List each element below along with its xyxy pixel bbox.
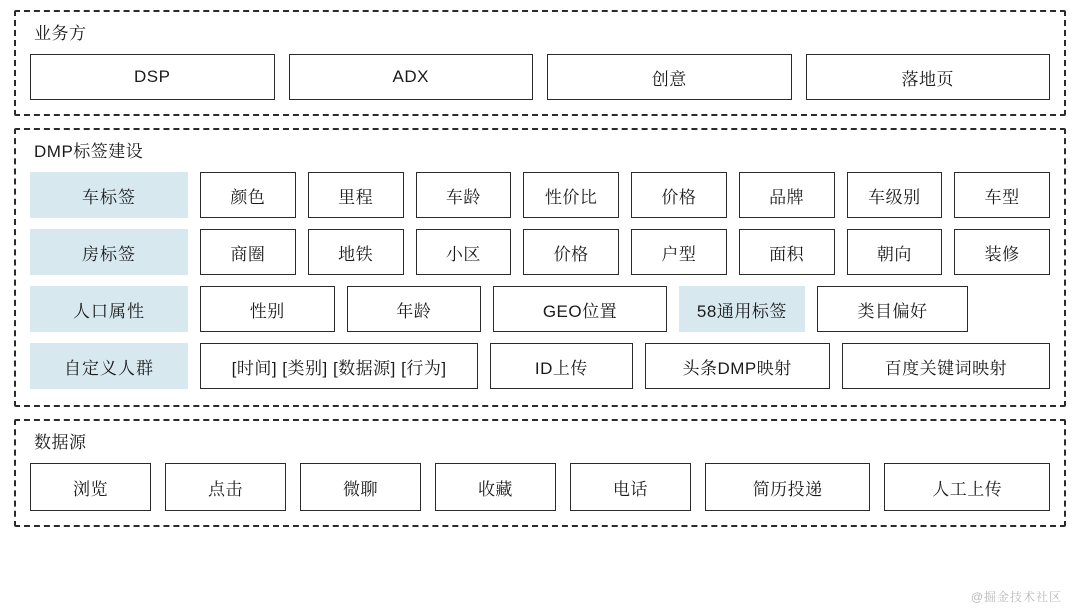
datasource-item-chat[interactable]: 微聊 [300, 463, 421, 511]
dmp-demo-geo-location[interactable]: GEO位置 [493, 286, 667, 332]
dmp-row-house [30, 229, 1050, 275]
datasource-item-manual-upload[interactable]: 人工上传 [884, 463, 1050, 511]
dmp-category-custom-audience[interactable]: 自定义人群 [30, 343, 188, 389]
dmp-demo-category-preference[interactable]: 类目偏好 [817, 286, 968, 332]
business-item-dsp[interactable]: DSP [30, 54, 275, 100]
dmp-car-model[interactable]: 车型 [954, 172, 1050, 218]
business-item-creative[interactable]: 创意 [547, 54, 792, 100]
section-business-title: 业务方 [34, 24, 87, 43]
dmp-house-layout[interactable]: 户型 [631, 229, 727, 275]
dmp-row-custom-audience [30, 343, 1050, 389]
dmp-house-orientation[interactable]: 朝向 [847, 229, 943, 275]
dmp-house-area[interactable]: 面积 [739, 229, 835, 275]
business-item-landing-page[interactable]: 落地页 [806, 54, 1051, 100]
dmp-car-mileage[interactable]: 里程 [308, 172, 404, 218]
dmp-custom-baidu-keyword-mapping[interactable]: 百度关键词映射 [842, 343, 1050, 389]
dmp-row-demographics [30, 286, 1050, 332]
business-item-adx[interactable]: ADX [289, 54, 534, 100]
datasource-item-phone[interactable]: 电话 [570, 463, 691, 511]
dmp-custom-id-upload[interactable]: ID上传 [490, 343, 632, 389]
business-items-row [30, 54, 1050, 100]
datasource-item-browse[interactable]: 浏览 [30, 463, 151, 511]
dmp-category-house[interactable]: 房标签 [30, 229, 188, 275]
dmp-row-car [30, 172, 1050, 218]
section-datasource-title: 数据源 [34, 433, 87, 452]
section-dmp [14, 128, 1066, 407]
dmp-category-car[interactable]: 车标签 [30, 172, 188, 218]
datasource-item-resume-delivery[interactable]: 简历投递 [705, 463, 871, 511]
dmp-custom-dimensions[interactable]: [时间] [类别] [数据源] [行为] [200, 343, 478, 389]
dmp-car-value-ratio[interactable]: 性价比 [523, 172, 619, 218]
section-datasource [14, 419, 1066, 527]
dmp-demo-age[interactable]: 年龄 [347, 286, 482, 332]
dmp-house-subway[interactable]: 地铁 [308, 229, 404, 275]
dmp-custom-toutiao-mapping[interactable]: 头条DMP映射 [645, 343, 830, 389]
watermark: @掘金技术社区 [970, 590, 1062, 604]
datasource-items-row [30, 463, 1050, 511]
datasource-item-favorite[interactable]: 收藏 [435, 463, 556, 511]
section-business [14, 10, 1066, 116]
dmp-demo-gender[interactable]: 性别 [200, 286, 335, 332]
dmp-house-community[interactable]: 小区 [416, 229, 512, 275]
dmp-house-price[interactable]: 价格 [523, 229, 619, 275]
dmp-car-price[interactable]: 价格 [631, 172, 727, 218]
dmp-car-brand[interactable]: 品牌 [739, 172, 835, 218]
dmp-house-decoration[interactable]: 装修 [954, 229, 1050, 275]
dmp-car-age[interactable]: 车龄 [416, 172, 512, 218]
dmp-demo-general-tags[interactable]: 58通用标签 [679, 286, 805, 332]
dmp-car-class[interactable]: 车级别 [847, 172, 943, 218]
dmp-house-business-district[interactable]: 商圈 [200, 229, 296, 275]
dmp-car-color[interactable]: 颜色 [200, 172, 296, 218]
datasource-item-click[interactable]: 点击 [165, 463, 286, 511]
section-dmp-title: DMP标签建设 [34, 142, 144, 161]
dmp-category-demographics[interactable]: 人口属性 [30, 286, 188, 332]
